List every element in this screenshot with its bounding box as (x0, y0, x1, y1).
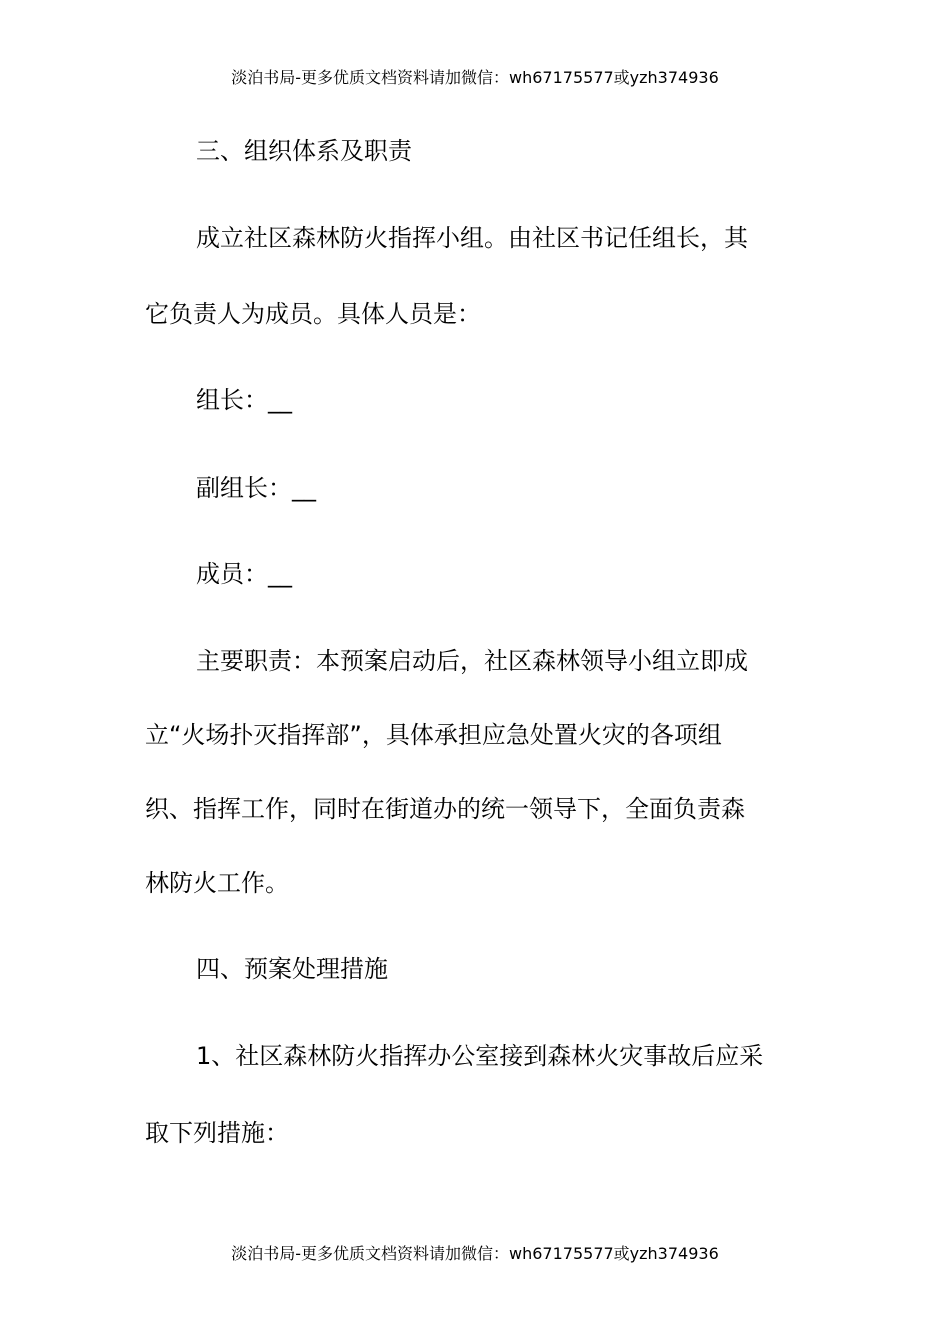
paragraph-line: 林防火工作。 (145, 869, 289, 897)
members-line: 成员：__ (196, 560, 292, 588)
paragraph-line: 立“火场扑灭指挥部”，具体承担应急处置火灾的各项组 (145, 721, 722, 749)
header-watermark-note: 淡泊书局-更多优质文档资料请加微信：wh67175577或yzh374936 (231, 68, 719, 87)
footer-watermark-note: 淡泊书局-更多优质文档资料请加微信：wh67175577或yzh374936 (231, 1244, 719, 1263)
deputy-leader-line: 副组长：__ (196, 474, 316, 502)
paragraph-line: 取下列措施： (145, 1119, 289, 1147)
section-3-heading: 三、组织体系及职责 (196, 137, 412, 165)
paragraph-line: 主要职责：本预案启动后，社区森林领导小组立即成 (196, 647, 748, 675)
paragraph-line: 成立社区森林防火指挥小组。由社区书记任组长，其 (196, 224, 748, 252)
paragraph-line: 它负责人为成员。具体人员是： (145, 300, 481, 328)
paragraph-line: 1、社区森林防火指挥办公室接到森林火灾事故后应采 (196, 1042, 764, 1070)
paragraph-line: 织、指挥工作，同时在街道办的统一领导下，全面负责森 (145, 795, 745, 823)
leader-line: 组长：__ (196, 386, 292, 414)
section-4-heading: 四、预案处理措施 (196, 955, 388, 983)
